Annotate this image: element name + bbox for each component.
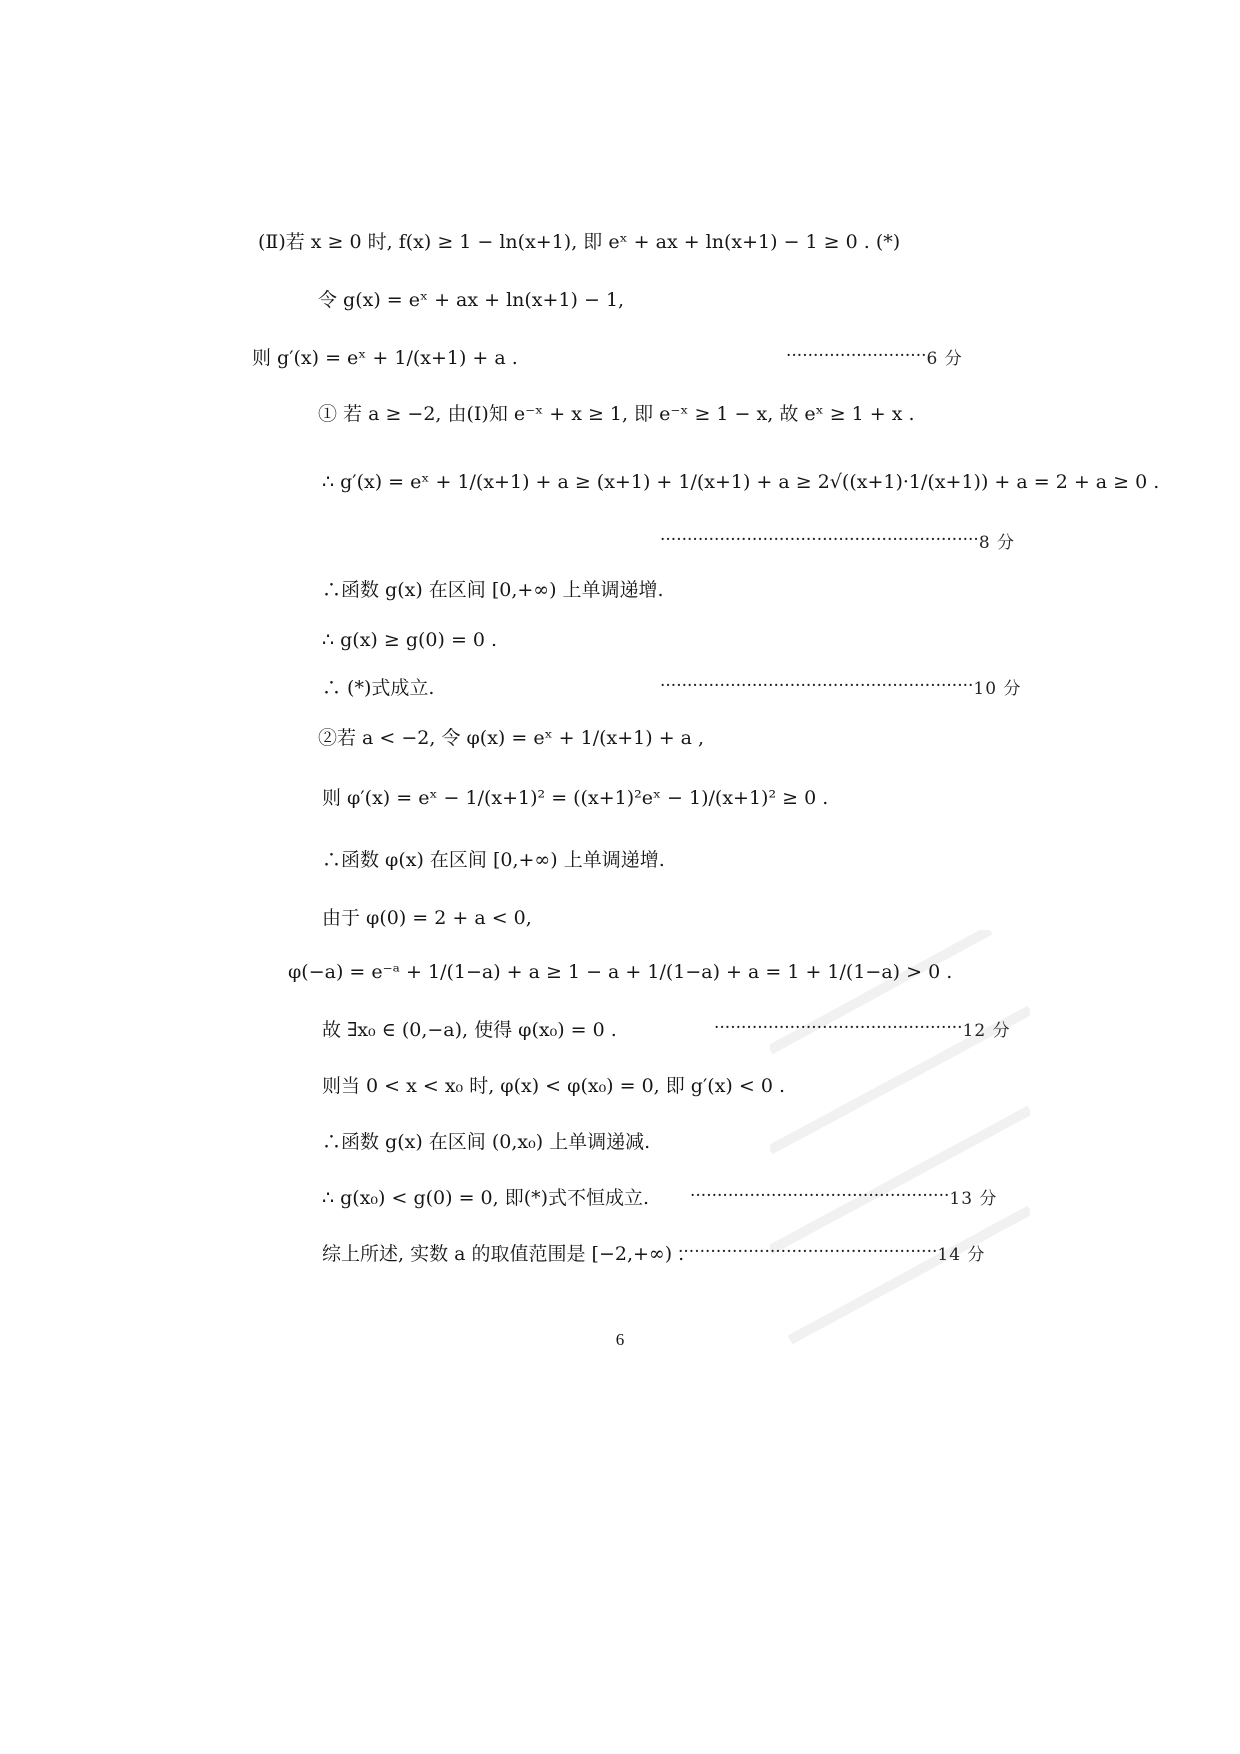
line-text: ∴函数 φ(x) 在区间 [0,+∞) 上单调递增. <box>322 848 665 871</box>
solution-line-19 <box>0 1224 1240 1280</box>
score-marker: ················································ 14 分 <box>678 1242 986 1265</box>
line-text: ∴ (*)式成立. <box>322 676 435 699</box>
line-text: ∴ g(x₀) < g(0) = 0, 即(*)式不恒成立. <box>322 1186 650 1209</box>
page-number: 6 <box>615 1330 625 1349</box>
solution-line-15 <box>0 1000 1240 1056</box>
line-text: 故 ∃x₀ ∈ (0,−a), 使得 φ(x₀) = 0 . <box>322 1018 617 1041</box>
solution-line-3 <box>0 328 1240 384</box>
solution-line-5 <box>0 454 1240 510</box>
line-text: ∴ g(x) ≥ g(0) = 0 . <box>322 629 498 651</box>
line-text: (Ⅱ)若 x ≥ 0 时, f(x) ≥ 1 − ln(x+1), 即 eˣ + ax + ln(x+1) − 1 ≥ 0 . (*) <box>258 230 901 253</box>
score-marker: ················································ 13 分 <box>690 1186 998 1209</box>
solution-line-12 <box>0 830 1240 886</box>
line-text: ∴函数 g(x) 在区间 (0,x₀) 上单调递减. <box>322 1130 651 1153</box>
solution-line-11 <box>0 768 1240 824</box>
score-marker: ·························································· 10 分 <box>660 676 1022 699</box>
line-text: ②若 a < −2, 令 φ(x) = eˣ + 1/(x+1) + a , <box>318 726 705 749</box>
solution-line-2 <box>0 270 1240 326</box>
solution-line-18 <box>0 1168 1240 1224</box>
line-text: ∴函数 g(x) 在区间 [0,+∞) 上单调递增. <box>322 578 664 601</box>
solution-line-13 <box>0 888 1240 944</box>
line-text: ∴ g′(x) = eˣ + 1/(x+1) + a ≥ (x+1) + 1/(x+1) + a ≥ 2√((x+1)·1/(x+1)) + a = 2 + a ≥ 0 . <box>322 471 1160 493</box>
line-text: 则 φ′(x) = eˣ − 1/(x+1)² = ((x+1)²eˣ − 1)/(x+1)² ≥ 0 . <box>322 786 829 809</box>
line-text: ① 若 a ≥ −2, 由(Ⅰ)知 e⁻ˣ + x ≥ 1, 即 e⁻ˣ ≥ 1 − x, 故 eˣ ≥ 1 + x . <box>318 402 915 425</box>
solution-line-7 <box>0 560 1240 616</box>
solution-line-9 <box>0 658 1240 714</box>
solution-line-10 <box>0 708 1240 764</box>
score-marker: ·············································· 12 分 <box>714 1018 1011 1041</box>
line-text: 由于 φ(0) = 2 + a < 0, <box>322 906 532 929</box>
score-marker: ··························································· 8 分 <box>660 530 1016 553</box>
solution-line-17 <box>0 1112 1240 1168</box>
solution-line-14 <box>0 944 1240 1000</box>
line-text: 则 g′(x) = eˣ + 1/(x+1) + a . <box>252 346 518 369</box>
score-marker: ·························· 6 分 <box>786 346 963 369</box>
solution-line-4 <box>0 384 1240 440</box>
solution-line-16 <box>0 1056 1240 1112</box>
line-text: 则当 0 < x < x₀ 时, φ(x) < φ(x₀) = 0, 即 g′(x) < 0 . <box>322 1074 785 1097</box>
line-text: φ(−a) = e⁻ᵃ + 1/(1−a) + a ≥ 1 − a + 1/(1−a) + a = 1 + 1/(1−a) > 0 . <box>288 961 953 983</box>
line-text: 令 g(x) = eˣ + ax + ln(x+1) − 1, <box>318 288 625 311</box>
solution-line-1 <box>0 212 1240 268</box>
line-text: 综上所述, 实数 a 的取值范围是 [−2,+∞) . <box>322 1242 685 1265</box>
